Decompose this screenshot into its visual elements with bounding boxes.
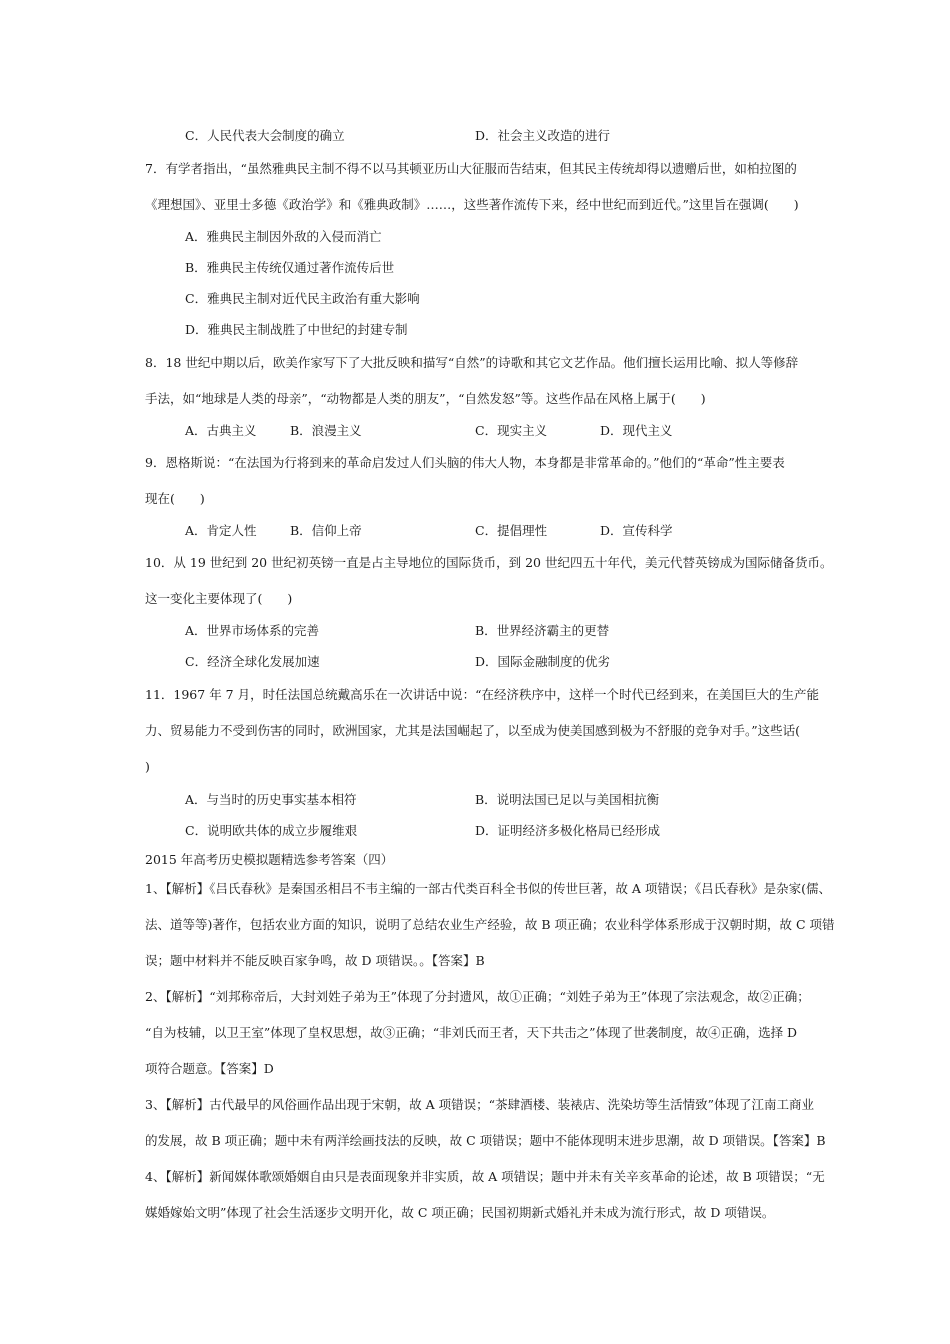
answer-2-line2: “自为枝辅，以卫王室”体现了皇权思想，故③正确；“非刘氏而王者，天下共击之”体现了世袭制度，故④正确，选择 D — [145, 1025, 798, 1040]
q7-stem-line2: 《理想国》、亚里士多德《政治学》和《雅典政制》……，这些著作流传下来，经中世纪而到近代。”这里旨在强调( ) — [145, 197, 799, 212]
q9-stem-line1: 9．恩格斯说：“在法国为行将到来的革命启发过人们头脑的伟大人物，本身都是非常革命的。”他们的“革命”性主要表 — [145, 455, 785, 470]
q6-option-c: C．人民代表大会制度的确立 — [185, 128, 345, 143]
answer-2-line3: 项符合题意。【答案】D — [145, 1061, 274, 1076]
answer-1-line3: 误；题中材料并不能反映百家争鸣，故 D 项错误。。【答案】B — [145, 953, 485, 968]
q11-option-b: B．说明法国已足以与美国相抗衡 — [475, 792, 660, 807]
answer-1-line1: 1、【解析】《吕氏春秋》是秦国丞相吕不韦主编的一部古代类百科全书似的传世巨著，故 A 项错误；《吕氏春秋》是杂家(儒、 — [145, 881, 832, 896]
answer-3-line1: 3、【解析】古代最早的风俗画作品出现于宋朝，故 A 项错误；“茶肆酒楼、装裱店、洗染坊等生活情致”体现了江南工商业 — [145, 1097, 814, 1112]
answer-3-line2: 的发展，故 B 项正确；题中未有两洋绘画技法的反映，故 C 项错误；题中不能体现明末进步思潮，故 D 项错误。【答案】B — [145, 1133, 826, 1148]
q9-stem-line2: 现在( ) — [145, 491, 205, 506]
q7-option-a: A．雅典民主制因外敌的入侵而消亡 — [185, 229, 382, 244]
q11-stem-line3: ) — [145, 759, 150, 774]
answers-heading: 2015 年高考历史模拟题精选参考答案（四） — [145, 852, 394, 867]
q8-option-c: C．现实主义 — [475, 423, 548, 438]
q7-option-c: C．雅典民主制对近代民主政治有重大影响 — [185, 291, 420, 306]
q8-option-b: B．浪漫主义 — [290, 423, 362, 438]
q9-option-a: A．肯定人性 — [185, 523, 257, 538]
q11-stem-line2: 力、贸易能力不受到伤害的同时，欧洲国家，尤其是法国崛起了，以至成为使美国感到极为不舒服的竞争对手。”这些话( — [145, 723, 801, 738]
q9-option-c: C．提倡理性 — [475, 523, 548, 538]
q11-option-a: A．与当时的历史事实基本相符 — [185, 792, 357, 807]
q10-stem-line2: 这一变化主要体现了( ) — [145, 591, 293, 606]
q7-option-b: B．雅典民主传统仅通过著作流传后世 — [185, 260, 395, 275]
q11-option-d: D．证明经济多极化格局已经形成 — [475, 823, 661, 838]
q10-option-a: A．世界市场体系的完善 — [185, 623, 320, 638]
answer-4-line1: 4、【解析】新闻媒体歌颂婚姻自由只是表面现象并非实质，故 A 项错误；题中并未有关辛亥革命的论述，故 B 项错误；“无 — [145, 1169, 825, 1184]
q10-stem-line1: 10．从 19 世纪到 20 世纪初英镑一直是占主导地位的国际货币，到 20 世纪四五十年代，美元代替英镑成为国际储备货币。 — [145, 555, 833, 570]
q8-stem-line2: 手法，如“地球是人类的母亲”，“动物都是人类的朋友”，“自然发怒”等。这些作品在风格上属于( ) — [145, 391, 706, 406]
q9-option-d: D．宣传科学 — [600, 523, 673, 538]
q11-option-c: C．说明欧共体的成立步履维艰 — [185, 823, 358, 838]
answer-2-line1: 2、【解析】“刘邦称帝后，大封刘姓子弟为王”体现了分封遗风，故①正确；“刘姓子弟为王”体现了宗法观念，故②正确； — [145, 989, 810, 1004]
answer-1-line2: 法、道等等)著作，包括农业方面的知识，说明了总结农业生产经验，故 B 项正确；农业科学体系形成于汉朝时期，故 C 项错 — [145, 917, 835, 932]
q10-option-b: B．世界经济霸主的更替 — [475, 623, 610, 638]
q8-option-a: A．古典主义 — [185, 423, 257, 438]
q10-option-d: D．国际金融制度的优劣 — [475, 654, 611, 669]
q11-stem-line1: 11．1967 年 7 月，时任法国总统戴高乐在一次讲话中说：“在经济秩序中，这样一个时代已经到来，在美国巨大的生产能 — [145, 687, 819, 702]
q8-stem-line1: 8．18 世纪中期以后，欧美作家写下了大批反映和描写“自然”的诗歌和其它文艺作品。他们擅长运用比喻、拟人等修辞 — [145, 355, 799, 370]
q10-option-c: C．经济全球化发展加速 — [185, 654, 320, 669]
answer-4-line2: 媒婚嫁始文明”体现了社会生活逐步文明开化，故 C 项正确；民国初期新式婚礼并未成为流行形式，故 D 项错误。 — [145, 1205, 775, 1220]
q8-option-d: D．现代主义 — [600, 423, 673, 438]
q7-stem-line1: 7．有学者指出，“虽然雅典民主制不得不以马其顿亚历山大征服而告结束，但其民主传统却得以遗赠后世，如柏拉图的 — [145, 161, 797, 176]
q9-option-b: B．信仰上帝 — [290, 523, 362, 538]
q7-option-d: D．雅典民主制战胜了中世纪的封建专制 — [185, 322, 408, 337]
q6-option-d: D．社会主义改造的进行 — [475, 128, 611, 143]
